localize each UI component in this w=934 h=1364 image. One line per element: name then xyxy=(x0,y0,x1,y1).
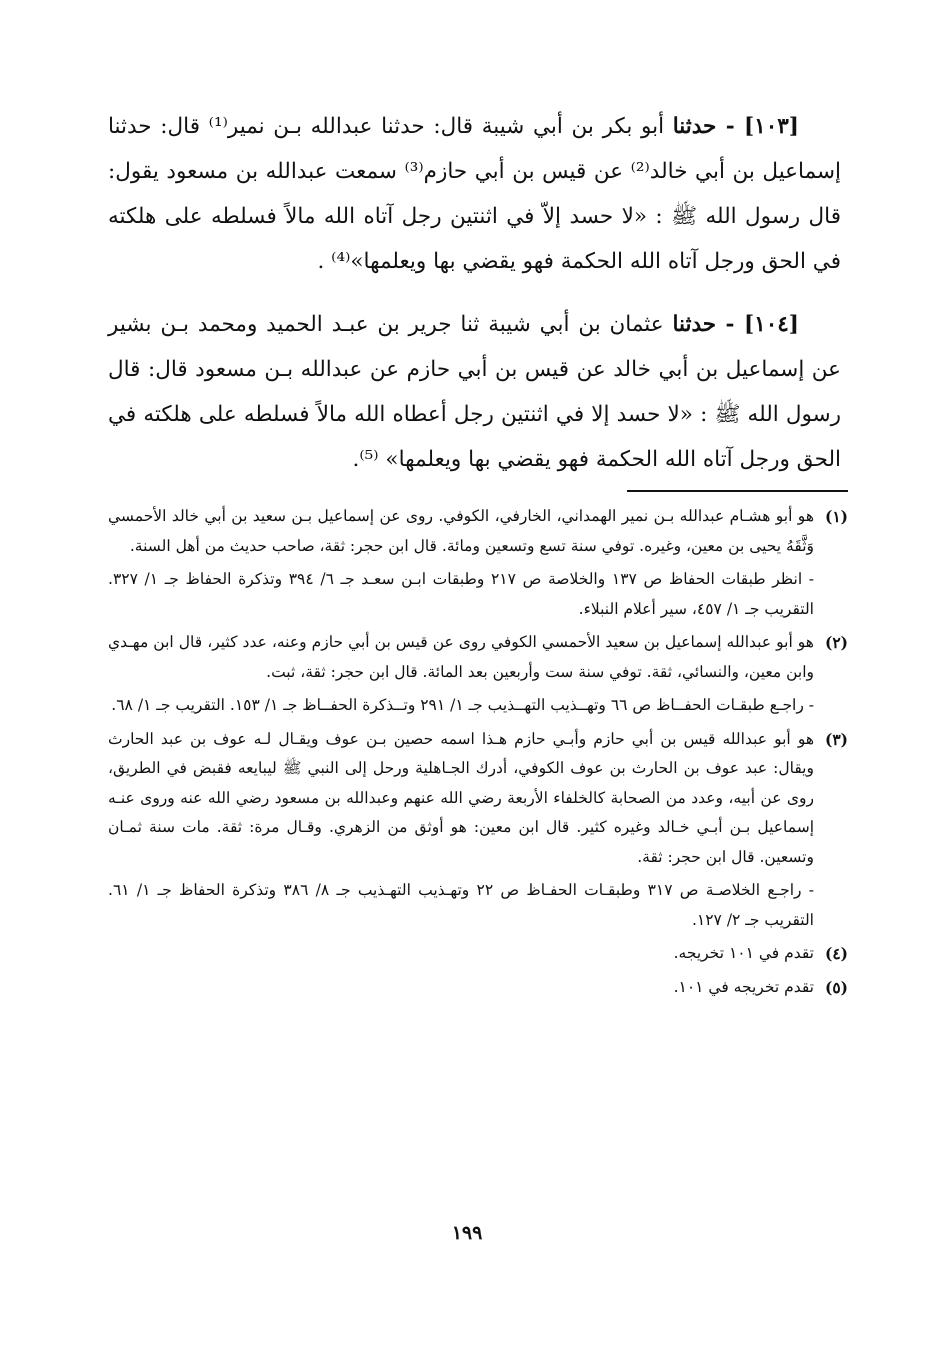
footnote-reference: - انظر طبقات الحفاظ ص ١٣٧ والخلاصة ص ٢١٧ وطبقات ابـن سعـد جـ ٦/ ٣٩٤ وتذكرة الحفاظ جـ ١/ ٣٢٧. التقريب جـ ١/ ٤٥٧، سير أعلام النبلاء. xyxy=(108,570,815,618)
hadith-paragraph xyxy=(108,302,841,482)
footnote-number: (١) xyxy=(824,507,848,526)
hadith-lead: حدثنا xyxy=(672,114,717,139)
footnote-number: (٥) xyxy=(824,977,848,997)
footnote-text: تقدم تخريجه في ١٠١. xyxy=(673,977,814,996)
hadith-paragraph xyxy=(108,104,841,284)
footnote-text: هو أبو عبدالله قيس بن أبي حازم وأبـي حازم هـذا اسمه حصين بـن عوف ويقـال لـه عوف بن عبد الحارث ويقال: عبد عوف بن الحارث بن عوف الكوفي، أدرك الجـاهلية ورحل إلى النبي ﷺ ليبايعه فقبض في الطريق، روى عن أبيه، وعدد من الصحابة كالخلفاء الأربعة رضي الله عنهم وعبدالله بن مسعود رضي الله عنه وروى عنـه إسماعيل بـن أبـي خـالد وغيره كثير. قال ابن معين: هو أوثق من الزهري. وقـال مرة: ثقة. مات سنة ثمـان وتسعين. قال ابن حجر: ثقة. xyxy=(108,729,814,866)
footnote-4 xyxy=(108,939,848,969)
main-text xyxy=(108,104,841,500)
footnote-text: تقدم في ١٠١ تخريجه. xyxy=(673,944,814,962)
footnote-text: هو أبو هشـام عبدالله بـن نمير الهمداني، الخارفي، الكوفي. روى عن إسماعيل بـن سعيد بن أبي خالد الأحمسي وَثَّقَهُ يحيى بن معين، وغيره. توفي سنة تسع وتسعين ومائة. قال ابن حجر: ثقة، صاحب حديث من أهل السنة. xyxy=(108,507,814,555)
hadith-lead: حدثنا xyxy=(672,312,717,337)
footnote-1 xyxy=(108,502,848,561)
footnote-separator xyxy=(627,490,848,492)
footnote-3 xyxy=(108,725,848,873)
page-number: ١٩٩ xyxy=(451,1222,483,1244)
footnote-reference: - راجـع طبقـات الحفــاظ ص ٦٦ وتهــذيب التهــذيب جـ ١/ ٢٩١ وتــذكرة الحفــاظ جـ ١/ ١٥٣. التقريب جـ ١/ ٦٨. xyxy=(111,696,814,714)
footnote-reference: - راجـع الخلاصـة ص ٣١٧ وطبقـات الحفـاظ ص ٢٢ وتهـذيب التهـذيب جـ ٨/ ٣٨٦ وتذكرة الحفاظ جـ ١/ ٦١. التقريب جـ ٢/ ١٢٧. xyxy=(108,881,814,929)
hadith-number: [١٠٣] - xyxy=(716,114,799,139)
footnote-5 xyxy=(108,973,848,1003)
footnote-number: (٤) xyxy=(824,944,848,963)
footnote-number: (٢) xyxy=(824,633,848,652)
footnotes xyxy=(108,502,848,1006)
footnote-2 xyxy=(108,628,848,687)
hadith-text: عثمان بن أبي شيبة ثنا جرير بن عبـد الحميد ومحمد بـن بشير عن إسماعيل بن أبي خالد عن قيس بن أبي حازم عن عبدالله بـن مسعود قال: قال رسول الله ﷺ : «لا حسد إلا في اثنتين رجل أعطاه الله مالاً فسلطه على هلكته في الحق ورجل آتاه الله الحكمة فهو يقضي بها ويعلمها» ⁽⁵⁾. xyxy=(108,312,841,472)
footnote-text: هو أبو عبدالله إسماعيل بن سعيد الأحمسي الكوفي روى عن قيس بن أبي حازم وعنه، عدد كثير، قال ابن مهـدي وابن معين، والنسائي، ثقة. توفي سنة ست وأربعين بعد المائة. قال ابن حجر: ثقة، ثبت. xyxy=(108,633,814,681)
footnote-number: (٣) xyxy=(824,729,848,749)
hadith-number: [١٠٤] - xyxy=(716,312,799,337)
hadith-text: أبو بكر بن أبي شيبة قال: حدثنا عبدالله بـن نمير⁽¹⁾ قال: حدثنا إسماعيل بن أبي خالد⁽²⁾ عن قيس بن أبي حازم⁽³⁾ سمعت عبدالله بن مسعود يقول: قال رسول الله ﷺ : «لا حسد إلاّ في اثنتين رجل آتاه الله مالاً فسلطه على هلكته في الحق ورجل آتاه الله الحكمة فهو يقضي بها ويعلمها»⁽⁴⁾ . xyxy=(108,114,841,274)
